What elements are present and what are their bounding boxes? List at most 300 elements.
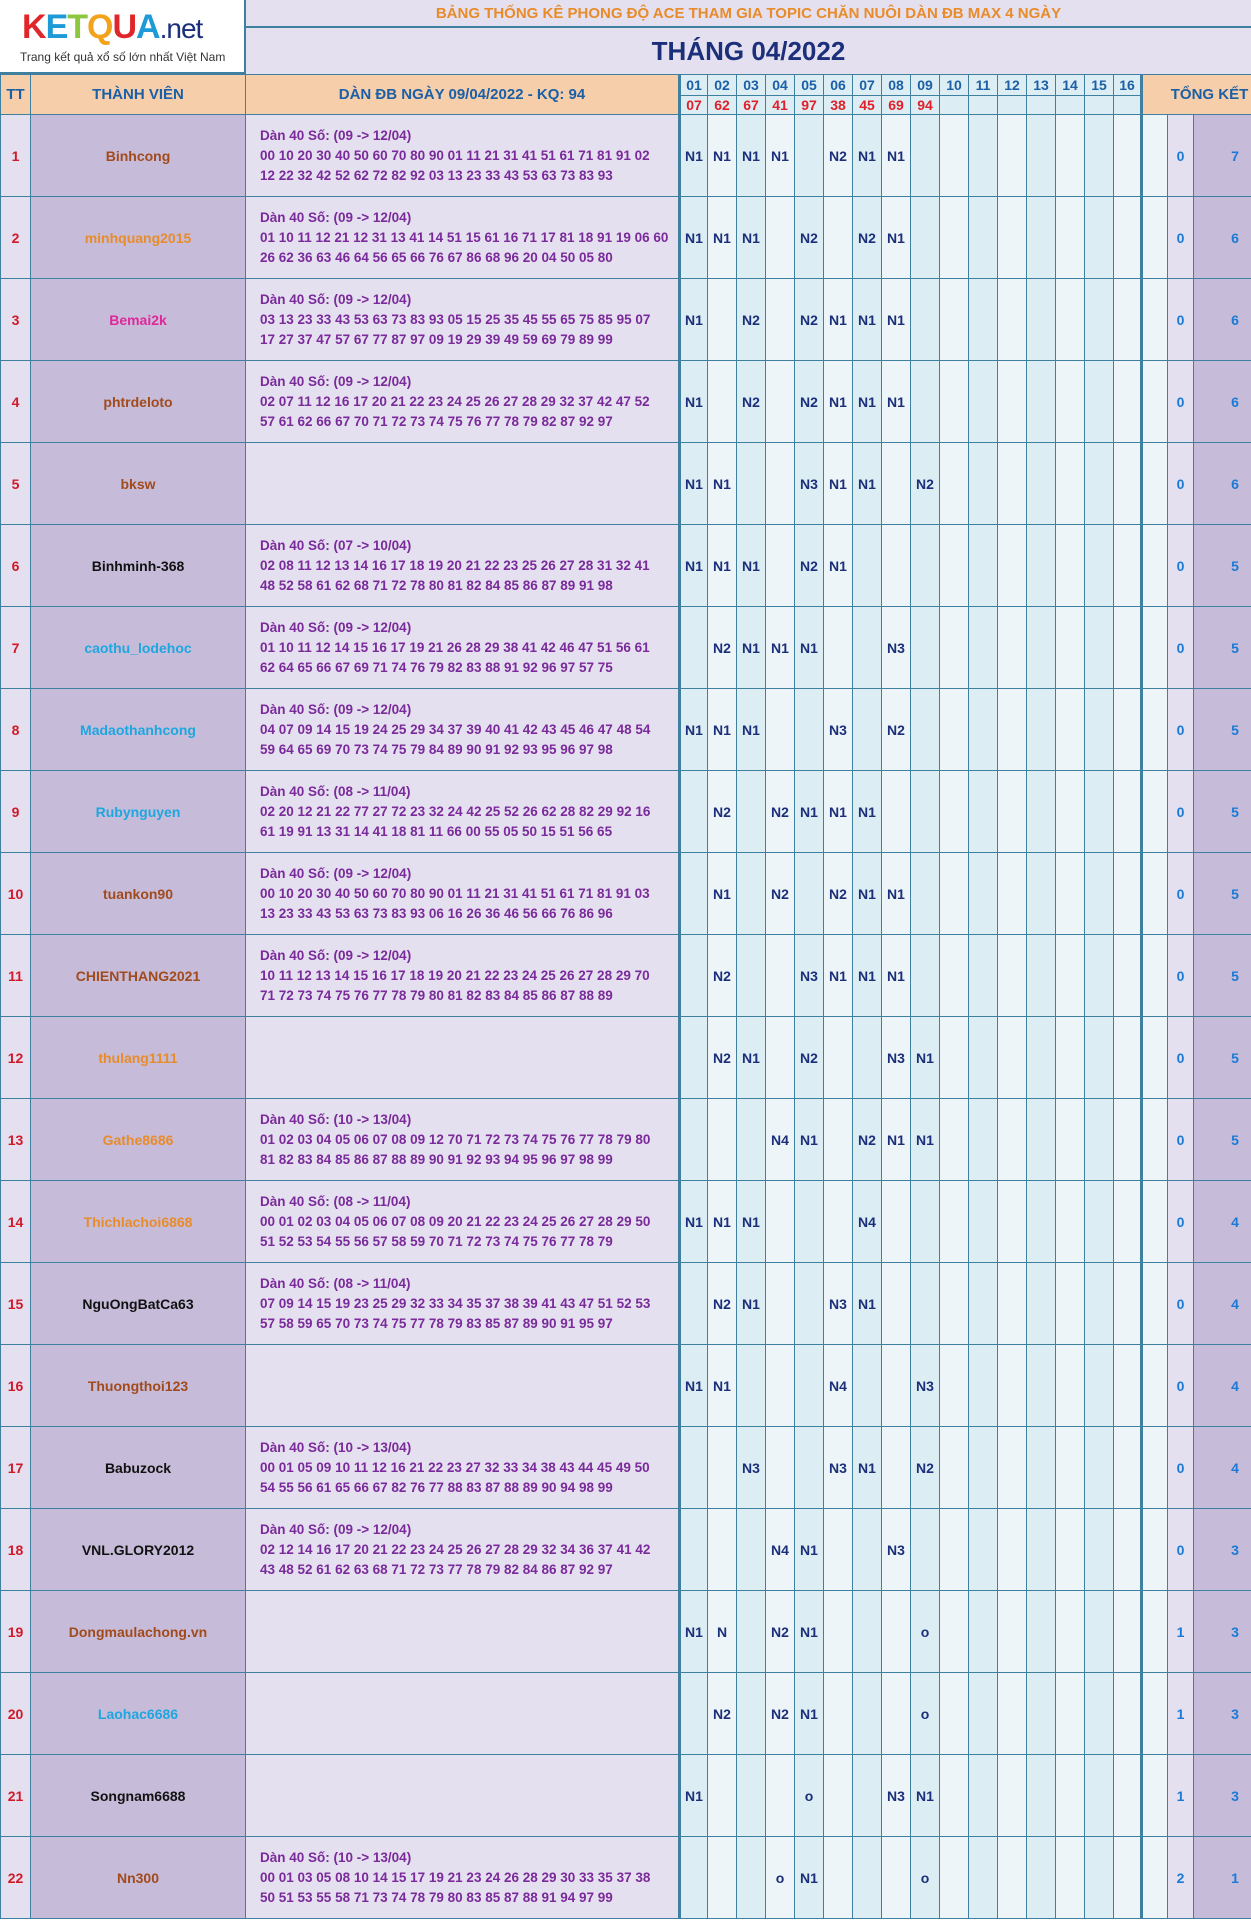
total-miss: 0 xyxy=(1168,1017,1194,1099)
day-mark: N2 xyxy=(708,1263,737,1345)
row-index: 22 xyxy=(1,1837,31,1919)
day-mark xyxy=(1027,1673,1056,1755)
day-header: 04 xyxy=(766,75,795,96)
day-mark xyxy=(940,771,969,853)
day-mark: N1 xyxy=(680,525,708,607)
day-mark: N1 xyxy=(766,115,795,197)
member-name[interactable]: NguOngBatCa63 xyxy=(31,1263,246,1345)
member-name[interactable]: Babuzock xyxy=(31,1427,246,1509)
table-row xyxy=(1,935,1251,1017)
member-name[interactable]: bksw xyxy=(31,443,246,525)
member-name[interactable]: Songnam6688 xyxy=(31,1755,246,1837)
row-index: 13 xyxy=(1,1099,31,1181)
dan-line: 71 72 73 74 75 76 77 78 79 80 81 82 83 84 85 86 87 88 89 xyxy=(260,987,613,1003)
row-index: 20 xyxy=(1,1673,31,1755)
day-mark: N1 xyxy=(882,197,911,279)
day-mark xyxy=(708,1509,737,1591)
day-mark xyxy=(1056,115,1085,197)
day-mark xyxy=(824,1017,853,1099)
dan-cell xyxy=(246,1099,680,1181)
day-mark xyxy=(680,1017,708,1099)
day-mark xyxy=(1114,1427,1142,1509)
day-mark xyxy=(1056,1509,1085,1591)
day-header: 13 xyxy=(1027,75,1056,96)
dan-line: Dàn 40 Số: (09 -> 12/04) xyxy=(260,865,412,881)
day-mark xyxy=(824,1181,853,1263)
day-mark: N1 xyxy=(708,115,737,197)
day-mark xyxy=(1027,853,1056,935)
day-mark xyxy=(998,607,1027,689)
dan-cell xyxy=(246,853,680,935)
day-header: 03 xyxy=(737,75,766,96)
dan-line: 00 01 03 05 08 10 14 15 17 19 21 23 24 26 28 29 30 33 35 37 38 xyxy=(260,1869,651,1885)
day-mark xyxy=(824,1755,853,1837)
day-mark xyxy=(940,115,969,197)
day-mark xyxy=(911,689,940,771)
table-row xyxy=(1,1837,1251,1919)
member-name[interactable]: Laohac6686 xyxy=(31,1673,246,1755)
day-mark xyxy=(998,1099,1027,1181)
dan-line: Dàn 40 Số: (09 -> 12/04) xyxy=(260,1521,412,1537)
day-mark xyxy=(737,935,766,1017)
day-mark: N1 xyxy=(882,853,911,935)
day-mark xyxy=(911,935,940,1017)
day-mark xyxy=(1027,279,1056,361)
day-mark xyxy=(998,935,1027,1017)
day-mark xyxy=(1085,1591,1114,1673)
dan-line: 00 01 05 09 10 11 12 16 21 22 23 27 32 33 34 38 43 44 45 49 50 xyxy=(260,1459,650,1475)
day-mark xyxy=(680,1099,708,1181)
dan-line: 43 48 52 61 62 63 68 71 72 73 77 78 79 82 84 86 87 92 97 xyxy=(260,1561,613,1577)
day-mark xyxy=(1027,115,1056,197)
day-mark xyxy=(998,771,1027,853)
day-mark: N1 xyxy=(737,1181,766,1263)
total-miss: 0 xyxy=(1168,1509,1194,1591)
day-mark: N1 xyxy=(680,279,708,361)
day-mark: N1 xyxy=(737,607,766,689)
day-mark xyxy=(1056,1099,1085,1181)
day-mark xyxy=(1085,1345,1114,1427)
total-hit: 1 xyxy=(1194,1837,1251,1919)
day-mark: N2 xyxy=(795,361,824,443)
day-mark: N1 xyxy=(911,1755,940,1837)
day-mark: N3 xyxy=(882,607,911,689)
day-mark xyxy=(911,607,940,689)
day-mark xyxy=(1056,771,1085,853)
day-mark xyxy=(882,1181,911,1263)
day-mark xyxy=(969,1673,998,1755)
day-mark xyxy=(853,1017,882,1099)
day-mark xyxy=(680,771,708,853)
member-name[interactable]: Binhcong xyxy=(31,115,246,197)
day-mark xyxy=(1027,1755,1056,1837)
day-mark xyxy=(940,1099,969,1181)
day-mark xyxy=(766,361,795,443)
ketqua-logo[interactable] xyxy=(0,0,246,74)
day-mark xyxy=(940,1509,969,1591)
day-mark xyxy=(1056,1427,1085,1509)
day-mark xyxy=(882,443,911,525)
day-mark xyxy=(680,1837,708,1919)
day-mark xyxy=(998,1673,1027,1755)
day-mark xyxy=(737,1345,766,1427)
day-mark: N1 xyxy=(737,525,766,607)
dan-line: Dàn 40 Số: (08 -> 11/04) xyxy=(260,783,411,799)
day-mark: N1 xyxy=(680,197,708,279)
day-mark: N2 xyxy=(824,115,853,197)
day-mark xyxy=(1085,197,1114,279)
day-mark: N2 xyxy=(737,361,766,443)
spacer-cell xyxy=(1142,443,1168,525)
day-mark xyxy=(853,1673,882,1755)
day-mark xyxy=(853,1591,882,1673)
spacer-cell xyxy=(1142,689,1168,771)
day-mark xyxy=(1027,443,1056,525)
day-mark: N2 xyxy=(911,1427,940,1509)
day-mark xyxy=(969,1591,998,1673)
total-hit: 4 xyxy=(1194,1263,1251,1345)
day-mark: N2 xyxy=(795,525,824,607)
day-mark: N2 xyxy=(853,1099,882,1181)
dan-cell xyxy=(246,443,680,525)
day-mark xyxy=(680,1673,708,1755)
row-index: 6 xyxy=(1,525,31,607)
day-mark xyxy=(1056,1181,1085,1263)
day-mark xyxy=(853,1345,882,1427)
day-mark xyxy=(998,1509,1027,1591)
day-mark xyxy=(1085,1427,1114,1509)
day-mark xyxy=(766,689,795,771)
table-row xyxy=(1,1099,1251,1181)
result-number: 62 xyxy=(708,96,737,115)
day-mark xyxy=(998,1345,1027,1427)
day-mark xyxy=(680,1509,708,1591)
logo-letter: E xyxy=(45,8,68,46)
day-mark xyxy=(737,1673,766,1755)
row-index: 9 xyxy=(1,771,31,853)
page-title: BẢNG THỐNG KÊ PHONG ĐỘ ACE THAM GIA TOPIC CHĂN NUÔI DÀN ĐB MAX 4 NGÀY xyxy=(246,0,1251,28)
day-mark: N1 xyxy=(737,1263,766,1345)
dan-line: 59 64 65 69 70 73 74 75 79 84 89 90 91 92 93 95 96 97 98 xyxy=(260,741,613,757)
day-mark xyxy=(1085,1017,1114,1099)
day-mark: N2 xyxy=(708,607,737,689)
member-name[interactable]: CHIENTHANG2021 xyxy=(31,935,246,1017)
day-mark xyxy=(1114,525,1142,607)
day-mark: N3 xyxy=(795,935,824,1017)
member-name[interactable]: Nn300 xyxy=(31,1837,246,1919)
day-mark xyxy=(998,525,1027,607)
day-mark: N1 xyxy=(708,525,737,607)
day-mark xyxy=(940,443,969,525)
spacer-cell xyxy=(1142,1017,1168,1099)
day-mark: N2 xyxy=(795,1017,824,1099)
spacer-cell xyxy=(1142,279,1168,361)
dan-line: 02 20 12 21 22 77 27 72 23 32 24 42 25 52 26 62 28 82 29 92 16 xyxy=(260,803,651,819)
day-mark xyxy=(1114,689,1142,771)
day-mark xyxy=(708,1427,737,1509)
day-mark xyxy=(969,1345,998,1427)
day-mark: N1 xyxy=(824,443,853,525)
day-mark xyxy=(1027,1427,1056,1509)
day-mark xyxy=(708,1755,737,1837)
day-mark: N1 xyxy=(708,853,737,935)
row-index: 21 xyxy=(1,1755,31,1837)
day-header: 15 xyxy=(1085,75,1114,96)
day-mark: N1 xyxy=(824,361,853,443)
spacer-cell xyxy=(1142,935,1168,1017)
dan-cell xyxy=(246,1591,680,1673)
day-mark xyxy=(940,197,969,279)
day-mark xyxy=(969,525,998,607)
dan-line: 00 10 20 30 40 50 60 70 80 90 01 11 21 31 41 51 61 71 81 91 03 xyxy=(260,885,650,901)
day-mark xyxy=(737,1509,766,1591)
day-mark xyxy=(1085,935,1114,1017)
day-mark: N2 xyxy=(708,1017,737,1099)
row-index: 14 xyxy=(1,1181,31,1263)
dan-line: Dàn 40 Số: (10 -> 13/04) xyxy=(260,1849,412,1865)
day-mark xyxy=(998,1017,1027,1099)
dan-cell xyxy=(246,1263,680,1345)
day-mark xyxy=(940,689,969,771)
day-mark xyxy=(853,525,882,607)
row-index: 18 xyxy=(1,1509,31,1591)
day-mark xyxy=(1056,443,1085,525)
day-mark xyxy=(1114,361,1142,443)
day-mark xyxy=(998,1427,1027,1509)
dan-cell xyxy=(246,525,680,607)
day-mark xyxy=(911,1263,940,1345)
result-number: 38 xyxy=(824,96,853,115)
day-mark xyxy=(940,935,969,1017)
logo-letter: A xyxy=(136,8,160,46)
table-row xyxy=(1,1263,1251,1345)
day-mark: N4 xyxy=(766,1099,795,1181)
day-mark: N3 xyxy=(882,1755,911,1837)
day-mark xyxy=(824,1673,853,1755)
dan-cell xyxy=(246,1509,680,1591)
day-mark: N1 xyxy=(882,1099,911,1181)
day-mark: o xyxy=(766,1837,795,1919)
spacer-cell xyxy=(1142,361,1168,443)
day-mark xyxy=(1056,853,1085,935)
table-row xyxy=(1,1017,1251,1099)
day-mark xyxy=(969,1755,998,1837)
day-mark xyxy=(998,1755,1027,1837)
day-mark xyxy=(940,1755,969,1837)
day-mark xyxy=(1027,1591,1056,1673)
result-number xyxy=(1027,96,1056,115)
day-mark xyxy=(1085,525,1114,607)
day-mark xyxy=(882,1427,911,1509)
member-name[interactable]: Bemai2k xyxy=(31,279,246,361)
day-mark: N1 xyxy=(766,607,795,689)
day-mark xyxy=(882,1591,911,1673)
day-mark xyxy=(680,607,708,689)
dan-cell xyxy=(246,1755,680,1837)
header-dan: DÀN ĐB NGÀY 09/04/2022 - KQ: 94 xyxy=(246,75,680,115)
day-mark xyxy=(737,1099,766,1181)
day-mark xyxy=(1027,1509,1056,1591)
dan-line: 81 82 83 84 85 86 87 88 89 90 91 92 93 94 95 96 97 98 99 xyxy=(260,1151,613,1167)
table-body xyxy=(1,115,1251,1919)
day-mark xyxy=(969,607,998,689)
member-name[interactable]: tuankon90 xyxy=(31,853,246,935)
day-mark xyxy=(1056,525,1085,607)
dan-line: Dàn 40 Số: (08 -> 11/04) xyxy=(260,1193,411,1209)
day-mark xyxy=(998,361,1027,443)
day-header: 01 xyxy=(680,75,708,96)
total-hit: 4 xyxy=(1194,1181,1251,1263)
day-mark xyxy=(1114,1099,1142,1181)
day-mark xyxy=(1085,1755,1114,1837)
table-row xyxy=(1,1673,1251,1755)
day-mark: N1 xyxy=(708,1181,737,1263)
member-name[interactable]: Rubynguyen xyxy=(31,771,246,853)
member-name[interactable]: Binhminh-368 xyxy=(31,525,246,607)
day-mark xyxy=(766,443,795,525)
day-mark xyxy=(1085,361,1114,443)
day-mark: N2 xyxy=(853,197,882,279)
day-mark xyxy=(824,197,853,279)
dan-line: 12 22 32 42 52 62 72 82 92 03 13 23 33 43 53 63 73 83 93 xyxy=(260,167,613,183)
row-index: 4 xyxy=(1,361,31,443)
day-mark xyxy=(969,1509,998,1591)
spacer-cell xyxy=(1142,1345,1168,1427)
day-mark: N2 xyxy=(766,1673,795,1755)
day-mark xyxy=(911,1181,940,1263)
day-mark: N1 xyxy=(853,1427,882,1509)
day-mark: N3 xyxy=(911,1345,940,1427)
day-mark xyxy=(998,1181,1027,1263)
day-mark xyxy=(1114,1181,1142,1263)
table-row xyxy=(1,1755,1251,1837)
total-hit: 3 xyxy=(1194,1591,1251,1673)
member-name[interactable]: Thuongthoi123 xyxy=(31,1345,246,1427)
day-header: 10 xyxy=(940,75,969,96)
day-mark xyxy=(969,361,998,443)
day-mark: N1 xyxy=(853,1263,882,1345)
dan-line: 01 10 11 12 14 15 16 17 19 21 26 28 29 38 41 42 46 47 51 56 61 xyxy=(260,639,650,655)
row-index: 19 xyxy=(1,1591,31,1673)
day-header: 06 xyxy=(824,75,853,96)
total-miss: 1 xyxy=(1168,1755,1194,1837)
member-name[interactable]: Dongmaulachong.vn xyxy=(31,1591,246,1673)
day-mark: N1 xyxy=(853,279,882,361)
row-index: 15 xyxy=(1,1263,31,1345)
stats-table xyxy=(0,74,1251,1919)
table-row xyxy=(1,689,1251,771)
result-number xyxy=(998,96,1027,115)
day-header: 09 xyxy=(911,75,940,96)
dan-line: 17 27 37 47 57 67 77 87 97 09 19 29 39 49 59 69 79 89 99 xyxy=(260,331,613,347)
day-mark xyxy=(911,361,940,443)
day-mark xyxy=(882,1673,911,1755)
member-name[interactable]: thulang1111 xyxy=(31,1017,246,1099)
day-mark: N1 xyxy=(680,361,708,443)
day-mark xyxy=(969,853,998,935)
day-mark xyxy=(882,1345,911,1427)
total-hit: 5 xyxy=(1194,525,1251,607)
day-mark xyxy=(998,279,1027,361)
total-hit: 5 xyxy=(1194,935,1251,1017)
day-mark: N1 xyxy=(911,1099,940,1181)
day-mark xyxy=(1056,607,1085,689)
day-header: 05 xyxy=(795,75,824,96)
day-mark xyxy=(1085,279,1114,361)
row-index: 16 xyxy=(1,1345,31,1427)
day-mark xyxy=(940,1345,969,1427)
dan-cell xyxy=(246,115,680,197)
day-mark xyxy=(1056,689,1085,771)
member-name[interactable]: minhquang2015 xyxy=(31,197,246,279)
day-mark: N1 xyxy=(680,689,708,771)
dan-cell xyxy=(246,1345,680,1427)
member-name[interactable]: Gathe8686 xyxy=(31,1099,246,1181)
day-mark xyxy=(1114,853,1142,935)
dan-cell xyxy=(246,279,680,361)
dan-line: 00 10 20 30 40 50 60 70 80 90 01 11 21 31 41 51 61 71 81 91 02 xyxy=(260,147,650,163)
spacer-cell xyxy=(1142,607,1168,689)
member-name[interactable]: phtrdeloto xyxy=(31,361,246,443)
header-row xyxy=(1,75,1251,96)
day-mark: N1 xyxy=(795,1837,824,1919)
member-name[interactable]: Madaothanhcong xyxy=(31,689,246,771)
day-mark xyxy=(1085,771,1114,853)
day-mark xyxy=(853,1509,882,1591)
day-mark xyxy=(1056,197,1085,279)
result-number: 94 xyxy=(911,96,940,115)
table-row xyxy=(1,525,1251,607)
day-mark: N1 xyxy=(737,689,766,771)
day-mark xyxy=(708,1837,737,1919)
day-mark xyxy=(680,1427,708,1509)
total-hit: 5 xyxy=(1194,771,1251,853)
day-mark xyxy=(998,1837,1027,1919)
day-mark xyxy=(911,197,940,279)
dan-cell xyxy=(246,1427,680,1509)
day-mark: N1 xyxy=(853,115,882,197)
day-mark xyxy=(708,1099,737,1181)
day-mark xyxy=(998,115,1027,197)
day-mark: N1 xyxy=(795,1591,824,1673)
total-miss: 0 xyxy=(1168,361,1194,443)
member-name[interactable]: Thichlachoi6868 xyxy=(31,1181,246,1263)
member-name[interactable]: VNL.GLORY2012 xyxy=(31,1509,246,1591)
logo-brand xyxy=(22,8,202,47)
result-number xyxy=(1114,96,1142,115)
day-mark: N1 xyxy=(853,853,882,935)
day-mark xyxy=(1114,1345,1142,1427)
total-miss: 0 xyxy=(1168,689,1194,771)
table-row xyxy=(1,115,1251,197)
table-row xyxy=(1,443,1251,525)
day-mark xyxy=(940,1427,969,1509)
day-mark xyxy=(824,607,853,689)
day-mark xyxy=(1027,771,1056,853)
result-number: 67 xyxy=(737,96,766,115)
day-mark xyxy=(824,1837,853,1919)
day-mark: N1 xyxy=(853,935,882,1017)
day-mark: N1 xyxy=(795,1673,824,1755)
day-mark xyxy=(1114,1017,1142,1099)
day-mark xyxy=(940,1181,969,1263)
day-mark xyxy=(795,1181,824,1263)
result-number: 07 xyxy=(680,96,708,115)
member-name[interactable]: caothu_lodehoc xyxy=(31,607,246,689)
day-mark: N1 xyxy=(853,361,882,443)
day-mark xyxy=(1027,689,1056,771)
day-mark xyxy=(737,1837,766,1919)
